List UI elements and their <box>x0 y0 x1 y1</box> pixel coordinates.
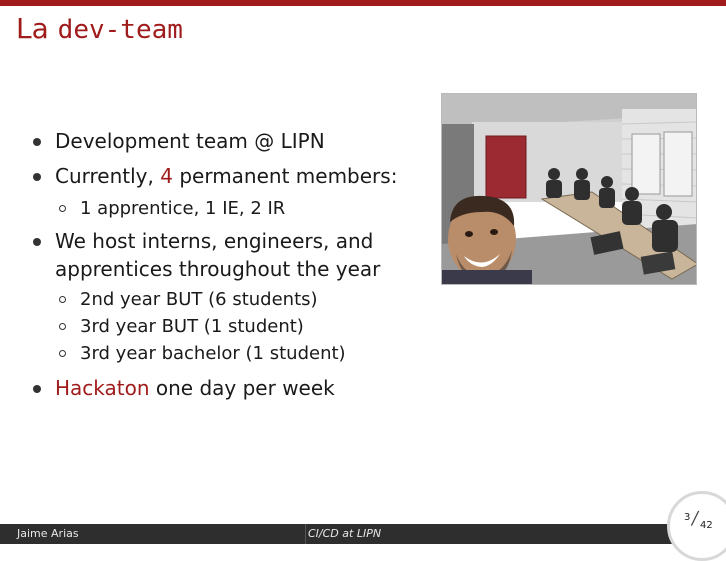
team-photo-illustration <box>442 94 697 285</box>
sub-bullet-item <box>80 196 285 222</box>
bullet-text-line2: apprentices throughout the year <box>55 257 381 281</box>
title-code: dev-team <box>57 15 183 45</box>
member-count: 4 <box>160 164 173 188</box>
bullet-icon <box>33 238 41 246</box>
bullet-item <box>55 227 373 255</box>
sub-bullet-icon <box>59 205 66 212</box>
sub-bullet-text: 3rd year bachelor (1 student) <box>80 343 346 364</box>
sub-bullet-item <box>80 314 304 340</box>
bullet-continuation <box>55 255 380 283</box>
page-current: 3 <box>684 512 691 523</box>
bullet-text-line1: We host interns, engineers, and <box>55 229 374 253</box>
bullet-text: Development team @ LIPN <box>55 129 325 153</box>
sub-bullet-text: 1 apprentice, 1 IE, 2 IR <box>80 198 286 219</box>
sub-bullet-item <box>80 341 346 367</box>
team-photo <box>441 93 697 285</box>
bullet-item <box>55 162 397 190</box>
sub-bullet-icon <box>59 296 66 303</box>
bullet-item <box>55 374 335 402</box>
sub-bullet-text: 2nd year BUT (6 students) <box>80 289 318 310</box>
bullet-text-pre: Currently, <box>55 164 161 188</box>
footer-divider <box>305 524 306 544</box>
sub-bullet-icon <box>59 323 66 330</box>
bullet-icon <box>33 138 41 146</box>
sub-bullet-item <box>80 287 318 313</box>
bullet-text-post: one day per week <box>149 376 335 400</box>
footer-talk-title: CI/CD at LIPN <box>308 527 382 540</box>
bullet-item <box>55 127 325 155</box>
page-total: 42 <box>700 520 713 531</box>
title-prefix: La <box>16 12 58 45</box>
sub-bullet-icon <box>59 350 66 357</box>
bullet-icon <box>33 173 41 181</box>
hackaton-highlight: Hackaton <box>55 376 150 400</box>
bullet-text-post: permanent members: <box>172 164 398 188</box>
sub-bullet-text: 3rd year BUT (1 student) <box>80 316 304 337</box>
page-slash: / <box>690 508 700 529</box>
footer-bar <box>0 524 726 544</box>
bullet-icon <box>33 385 41 393</box>
footer-author: Jaime Arias <box>17 527 79 540</box>
